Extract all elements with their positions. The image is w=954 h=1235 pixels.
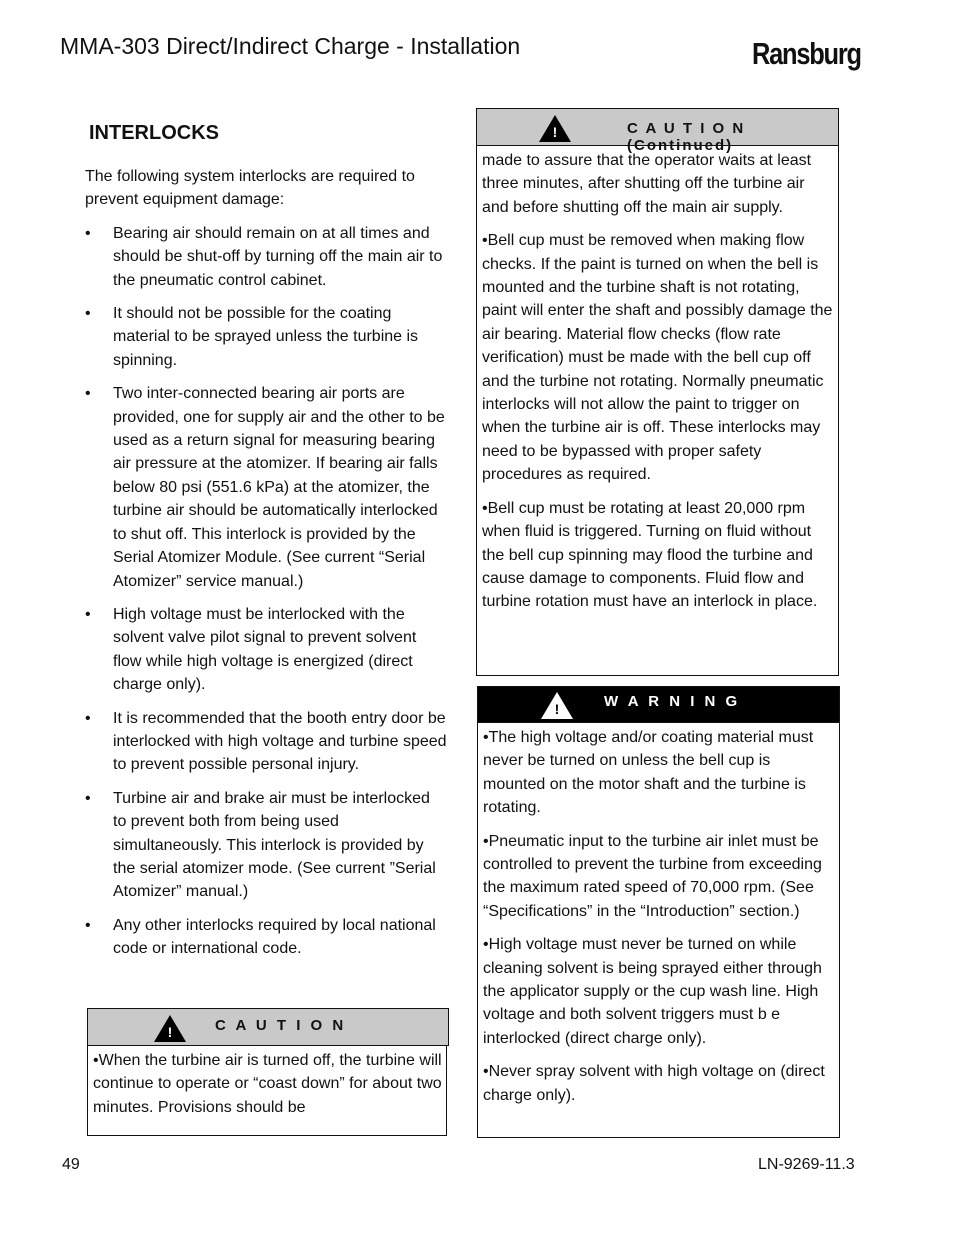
bullet-icon: • bbox=[85, 305, 91, 323]
warning-paragraph: •Never spray solvent with high voltage on (direct charge only). bbox=[483, 1063, 825, 1104]
warning-paragraph: •High voltage must never be turned on while cleaning solvent is being sprayed either through the applicator supply or the cup wash line. High voltage and both solvent triggers must b e interlocked (direct charge only). bbox=[483, 936, 822, 1047]
brand-logo: Ransburg bbox=[752, 36, 861, 71]
list-item: • Turbine air and brake air must be interlocked to prevent both from being used simultaneously. This interlock is provided by the serial atomizer mode. (See current ”Serial Atomizer” manual.) bbox=[85, 787, 447, 904]
document-id: LN-9269-11.3 bbox=[758, 1156, 855, 1173]
warning-triangle-icon: ! bbox=[539, 115, 571, 142]
caution-continued-box bbox=[476, 108, 839, 676]
caution-header bbox=[87, 1008, 449, 1046]
caution-paragraph: •Bell cup must be rotating at least 20,000 rpm when fluid is triggered. Turning on fluid without the bell cup spinning may flood the turbine and cause damage to components. Fluid flow and turbine rotation must have an interlock in place. bbox=[482, 499, 818, 611]
warning-body bbox=[477, 723, 840, 1138]
caution-continued-label: C A U T I O N (Continued) bbox=[627, 120, 746, 154]
intro-paragraph: The following system interlocks are required to prevent equipment damage: bbox=[85, 168, 415, 209]
list-item: • It should not be possible for the coating material to be sprayed unless the turbine is spinning. bbox=[85, 302, 447, 372]
caution-box bbox=[87, 1008, 449, 1136]
section-title: INTERLOCKS bbox=[89, 122, 219, 144]
warning-paragraph: •The high voltage and/or coating material must never be turned on unless the bell cup is mounted on the motor shaft and the turbine is rotating. bbox=[483, 729, 814, 817]
caution-continued-body bbox=[476, 146, 839, 676]
warning-header bbox=[477, 686, 840, 723]
bullet-icon: • bbox=[85, 605, 91, 623]
caution-body bbox=[87, 1046, 447, 1136]
caution-label: C A U T I O N bbox=[215, 1017, 347, 1034]
bullet-icon: • bbox=[85, 224, 91, 242]
list-item: • It is recommended that the booth entry door be interlocked with high voltage and turbine speed to prevent possible personal injury. bbox=[85, 707, 447, 777]
warning-box bbox=[477, 686, 840, 1138]
page-number: 49 bbox=[62, 1156, 80, 1173]
page-header-title: MMA-303 Direct/Indirect Charge - Installation bbox=[60, 33, 521, 59]
list-item: • Two inter-connected bearing air ports are provided, one for supply air and the other to be used as a return signal for measuring bearing air pressure at the atomizer. If bearing air falls below 80 psi (551.6 kPa) at the atomizer, the turbine air should be automatically interlocked to shut off. This interlock is provided by the Serial Atomizer Module. (See current “Serial Atomizer” service manual.) bbox=[85, 382, 447, 593]
caution-continued-header bbox=[476, 108, 839, 154]
warning-triangle-icon: ! bbox=[154, 1015, 186, 1042]
bullet-icon: • bbox=[85, 916, 91, 934]
list-item: • Bearing air should remain on at all times and should be shut-off by turning off the main air to the pneumatic control cabinet. bbox=[85, 222, 447, 292]
bullet-icon: • bbox=[85, 709, 91, 727]
bullet-icon: • bbox=[85, 789, 91, 807]
caution-paragraph: •Bell cup must be removed when making flow checks. If the paint is turned on when the bell is mounted and the turbine shaft is not rotating, paint will enter the shaft and possibly damage the air bearing. Material flow checks (flow rate verification) must be made with the bell cup off and the turbine not rotating. Normally pneumatic interlocks will not allow the paint to trigger on when the turbine air is off. These interlocks may need to be bypassed with proper safety procedures as required. bbox=[482, 232, 833, 484]
bullet-icon: • bbox=[85, 385, 91, 403]
caution-paragraph: made to assure that the operator waits at least three minutes, after shutting off the turbine air and before shutting off the main air supply. bbox=[482, 152, 812, 216]
warning-paragraph: •Pneumatic input to the turbine air inlet must be controlled to prevent the turbine from exceeding the maximum rated speed of 70,000 rpm. (See “Specifications” in the “Introduction” section.) bbox=[483, 832, 822, 920]
interlock-list bbox=[85, 222, 447, 961]
warning-triangle-icon: ! bbox=[541, 692, 573, 719]
caution-text: •When the turbine air is turned off, the turbine will continue to operate or “coast down” for about two minutes. Provisions should be bbox=[93, 1052, 442, 1116]
warning-label: W A R N I N G bbox=[604, 693, 741, 710]
left-column bbox=[85, 120, 447, 971]
list-item: • Any other interlocks required by local national code or international code. bbox=[85, 914, 447, 961]
list-item: • High voltage must be interlocked with the solvent valve pilot signal to prevent solvent flow while high voltage is energized (direct charge only). bbox=[85, 603, 447, 697]
